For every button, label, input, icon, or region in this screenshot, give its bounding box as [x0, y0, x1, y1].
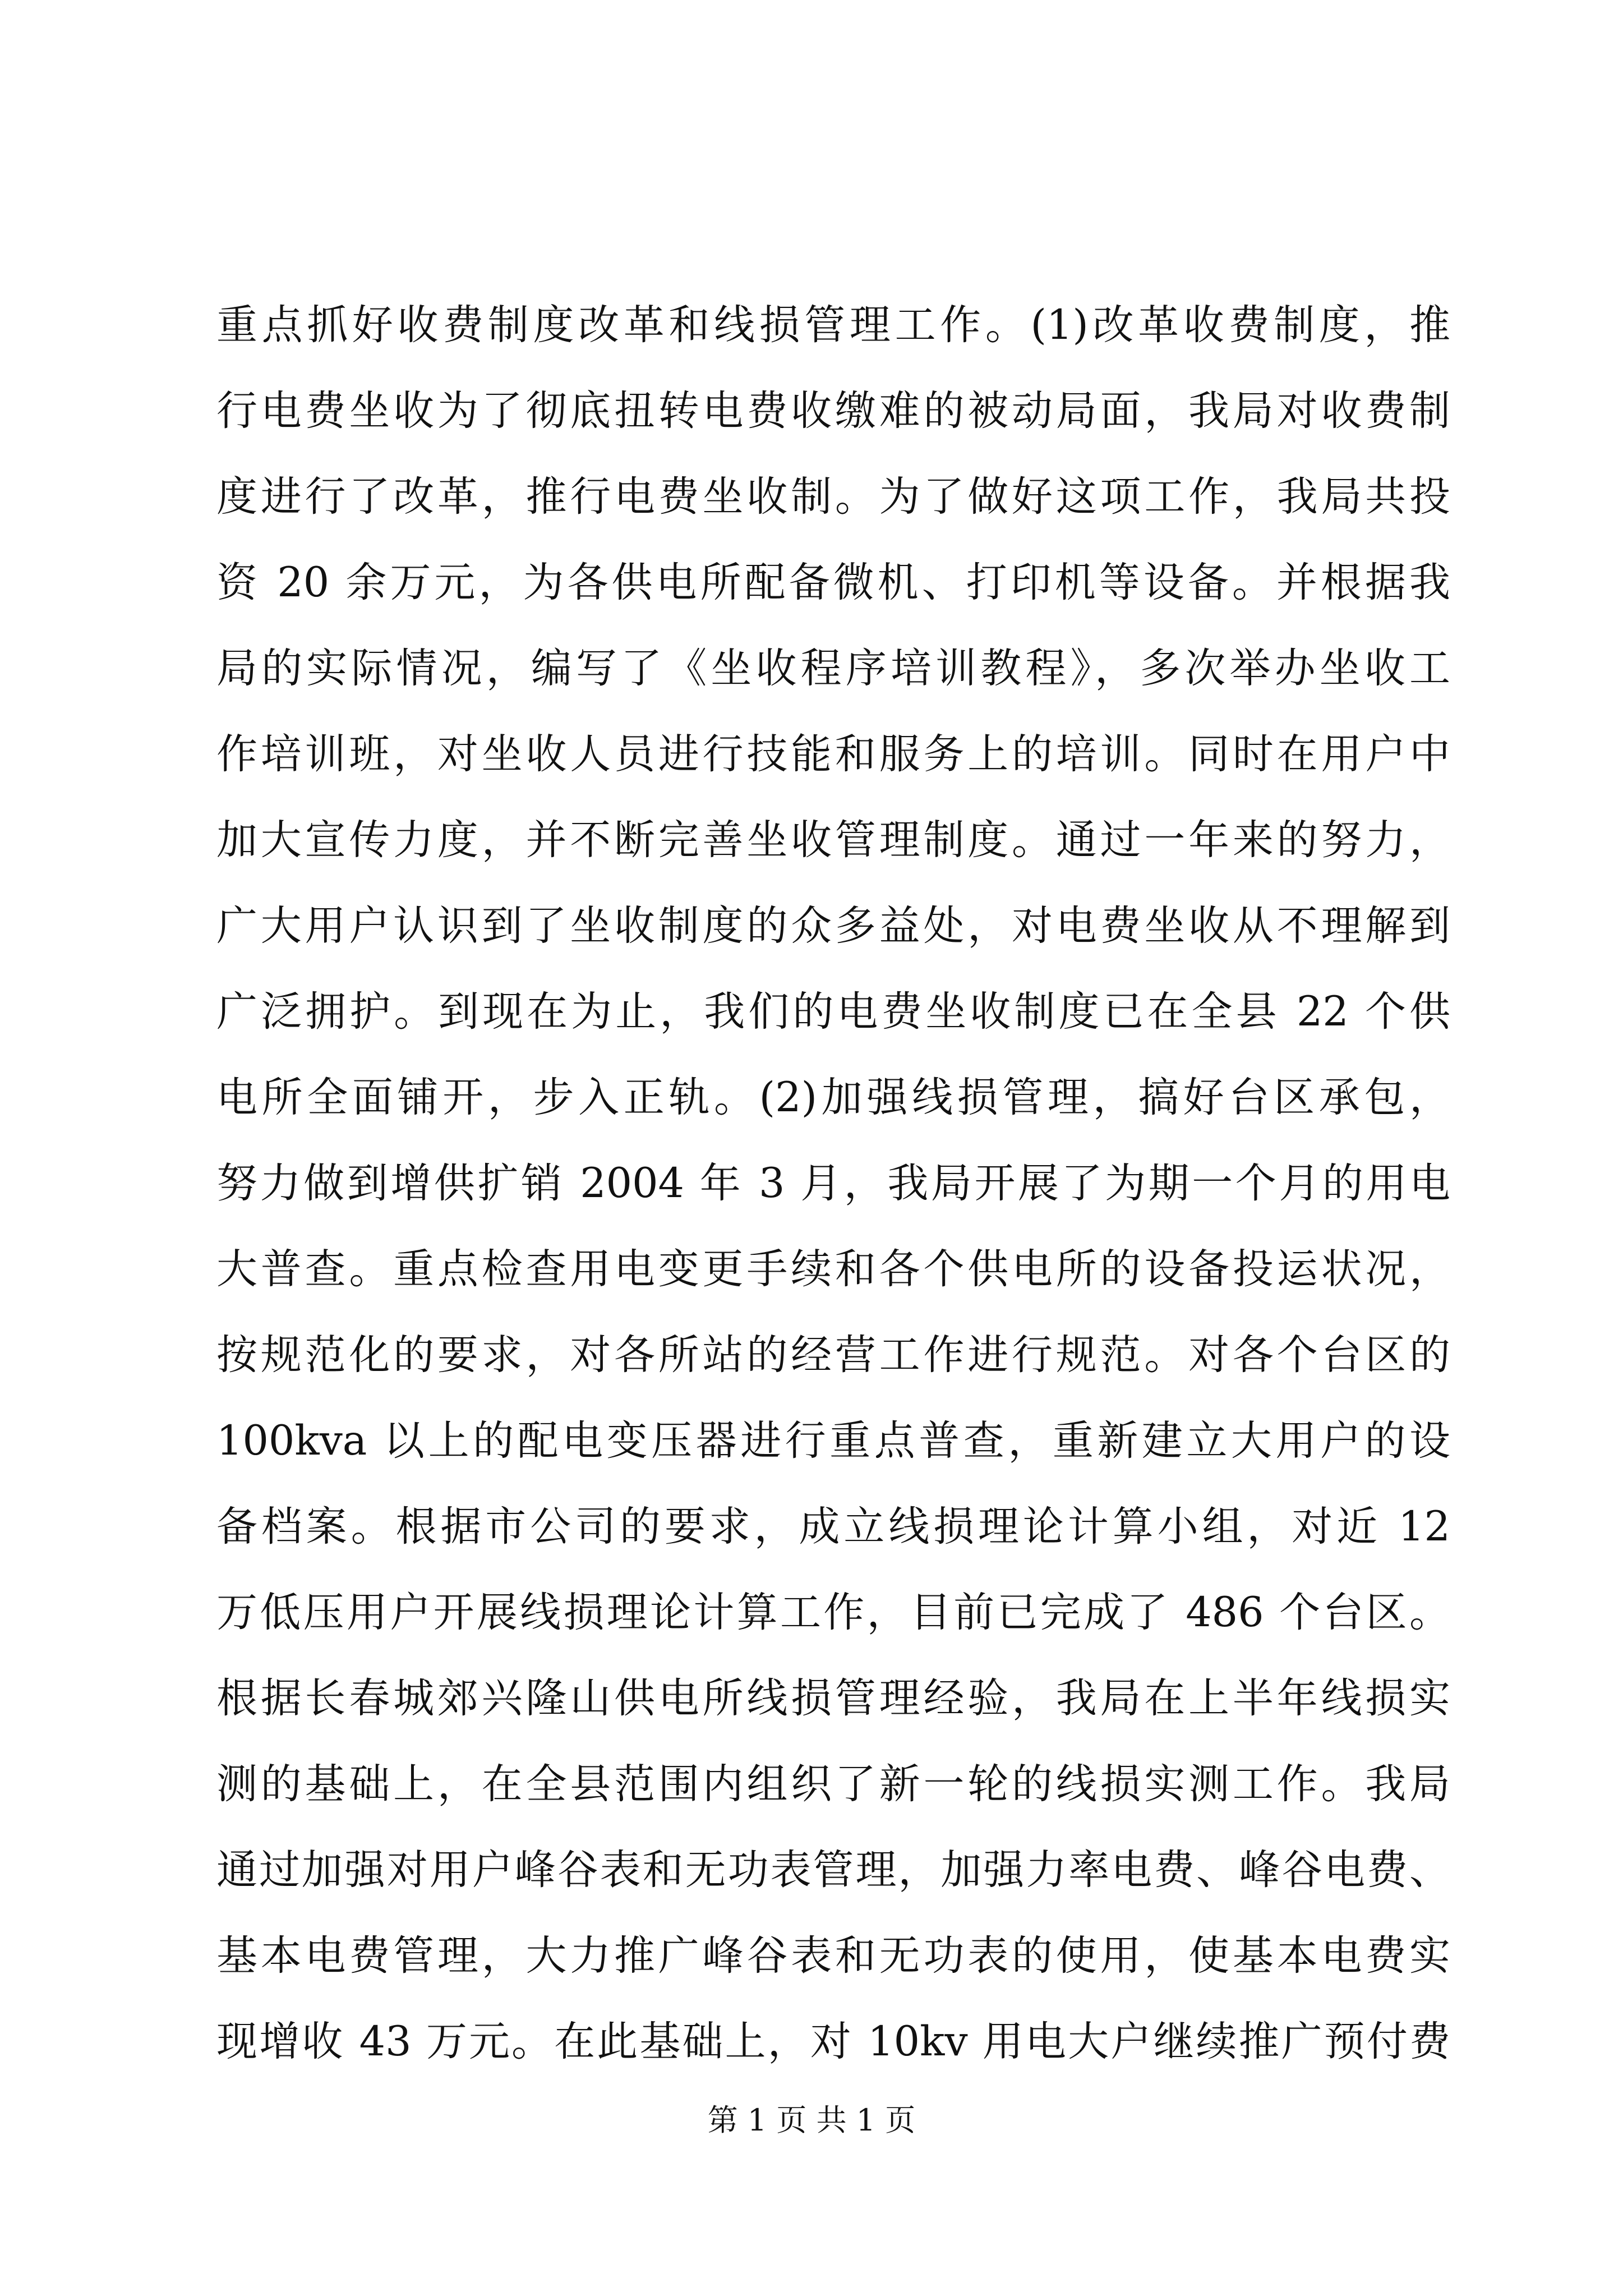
- text-line: 行电费坐收为了彻底扭转电费收缴难的被动局面，我局对收费制: [216, 387, 1450, 435]
- text-line: 广泛拥护。到现在为止，我们的电费坐收制度已在全县 22 个供: [216, 988, 1450, 1036]
- text-line: 局的实际情况，编写了《坐收程序培训教程》，多次举办坐收工: [216, 645, 1450, 692]
- text-line: 广大用户认识到了坐收制度的众多益处，对电费坐收从不理解到: [216, 902, 1450, 950]
- text-line: 加大宣传力度，并不断完善坐收管理制度。通过一年来的努力，: [216, 816, 1450, 864]
- text-line: 基本电费管理，大力推广峰谷表和无功表的使用，使基本电费实: [216, 1932, 1450, 1980]
- text-line: 备档案。根据市公司的要求，成立线损理论计算小组，对近 12: [216, 1503, 1450, 1550]
- text-line: 100kva 以上的配电变压器进行重点普查，重新建立大用户的设: [216, 1417, 1450, 1465]
- text-line: 努力做到增供扩销 2004 年 3 月，我局开展了为期一个月的用电: [216, 1159, 1450, 1207]
- page-footer: [0, 2098, 1623, 2143]
- text-line: 通过加强对用户峰谷表和无功表管理，加强力率电费、峰谷电费、: [216, 1846, 1450, 1894]
- text-line: 按规范化的要求，对各所站的经营工作进行规范。对各个台区的: [216, 1331, 1450, 1379]
- text-line: 万低压用户开展线损理论计算工作，目前已完成了 486 个台区。: [216, 1589, 1450, 1636]
- text-line: 作培训班，对坐收人员进行技能和服务上的培训。同时在用户中: [216, 730, 1450, 778]
- text-line: 度进行了改革，推行电费坐收制。为了做好这项工作，我局共投: [216, 473, 1450, 521]
- text-line: 测的基础上，在全县范围内组织了新一轮的线损实测工作。我局: [216, 1760, 1450, 1808]
- page-number-label: 第 1 页 共 1 页: [707, 2102, 916, 2138]
- text-line: 重点抓好收费制度改革和线损管理工作。(1)改革收费制度，推: [216, 301, 1450, 349]
- text-line: 大普查。重点检查用电变更手续和各个供电所的设备投运状况，: [216, 1245, 1450, 1293]
- text-line: 现增收 43 万元。在此基础上，对 10kv 用电大户继续推广预付费: [216, 2018, 1450, 2065]
- text-line: 电所全面铺开，步入正轨。(2)加强线损管理，搞好台区承包，: [216, 1074, 1450, 1121]
- text-line: 根据长春城郊兴隆山供电所线损管理经验，我局在上半年线损实: [216, 1674, 1450, 1722]
- text-line: 资 20 余万元，为各供电所配备微机、打印机等设备。并根据我: [216, 559, 1450, 606]
